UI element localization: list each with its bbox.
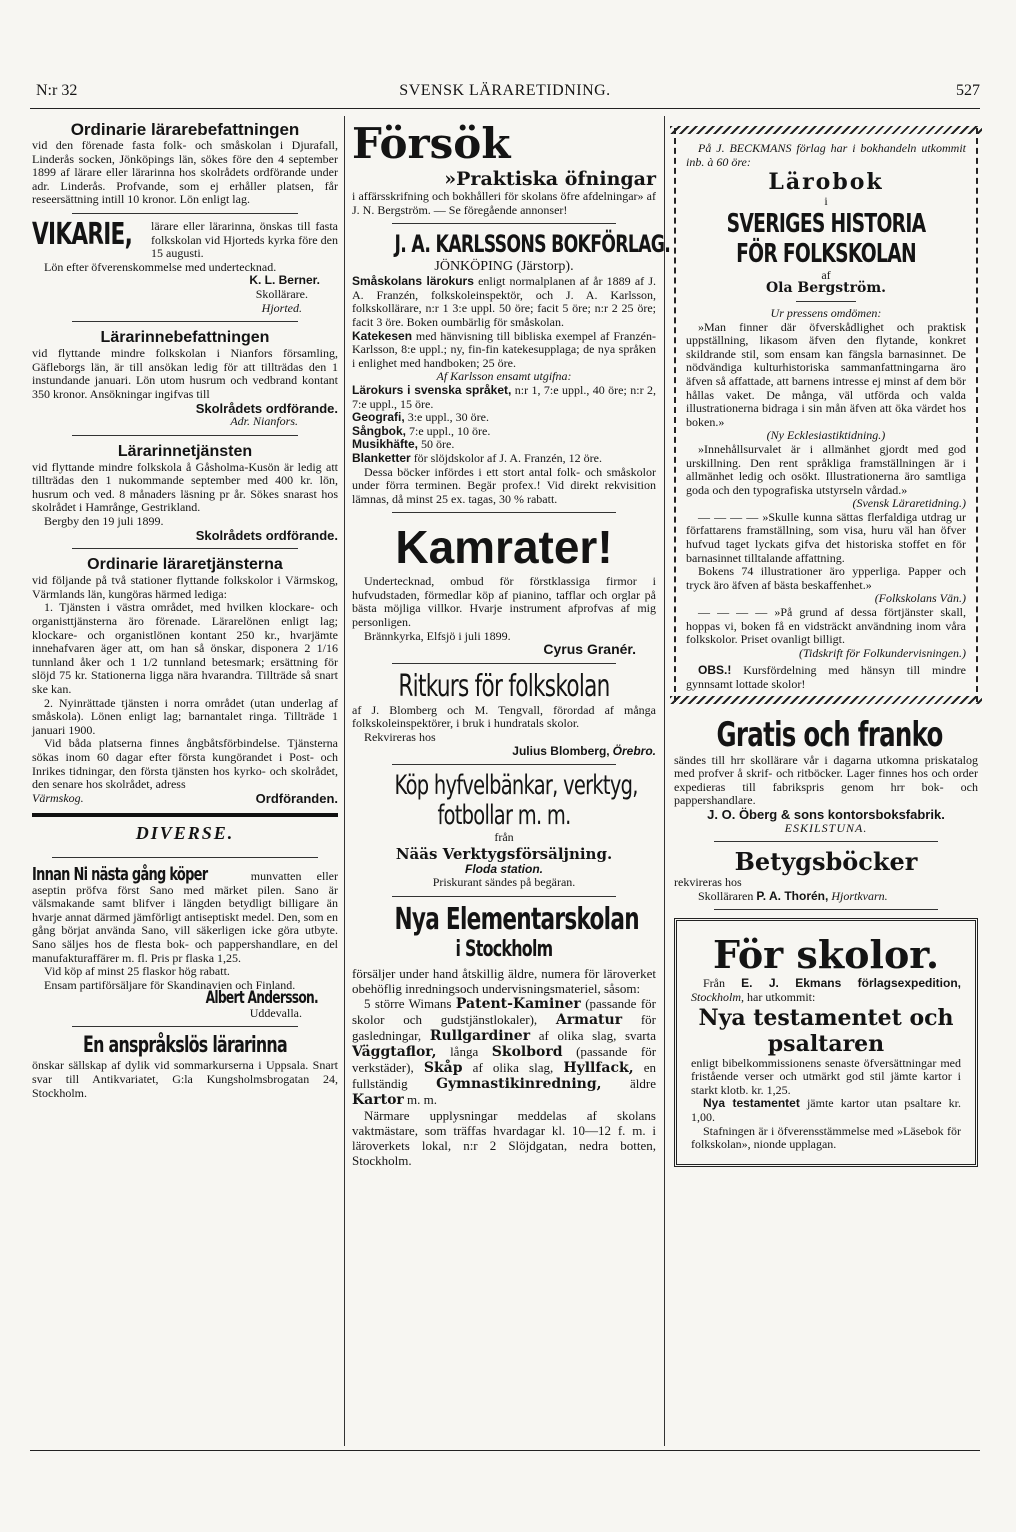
- request-line: Rekvireras hos: [364, 730, 436, 745]
- publisher: E. J. Ekmans förlagsexpedition,: [741, 976, 961, 991]
- item-text: för slöjdskolor af J. A. Franzén, 12 öre.: [413, 450, 602, 465]
- place: Floda station.: [465, 861, 543, 876]
- ad-text: vid flyttande mindre folkskolan i Nianfors församling, Gäfleborgs län, är till ansökan ledig för att tillträdas den 1 instundande januari. Lön utom husrum och vedbrand kontant 350 kronor. Ansökningar ingifvas till: [32, 346, 338, 401]
- separator: [392, 764, 616, 765]
- item-label: Skåp: [423, 1060, 463, 1076]
- place: Örebro.: [612, 743, 656, 758]
- signature: J. O. Öberg & sons kontorsboksfabrik.: [707, 806, 945, 822]
- place: Stockholm,: [691, 989, 744, 1004]
- place-2: har utkommit:: [747, 989, 816, 1004]
- separator: [714, 841, 938, 842]
- item-text: (passande för skolor och gudstjänstlokaler),: [352, 996, 657, 1027]
- header-rule: [30, 108, 980, 109]
- signature: K. L. Berner.: [249, 273, 320, 288]
- ad-text: vid flyttande mindre folkskola å Gåsholma-Kusön är ledig att tillträdas den 1 nukommande september med 400 kr. lön, husrum och ved. 8 månaders läsning pr år. Sökes snarast hos skolrådet i Hamrånge, Gestrikland.: [32, 459, 338, 515]
- separator: [72, 435, 298, 436]
- ad-big-title: Köp hyfvelbänkar, verktyg,: [394, 770, 638, 802]
- ad-big-title: Lärobok: [768, 169, 884, 196]
- ad-big-title: VIKARIE,: [32, 216, 133, 252]
- signature: Ordföranden.: [255, 790, 338, 806]
- paragraph-3: Vid båda platserna finnes ångbåtsförbindelse. Tjänsterna sökas inom 60 dagar efter första kungörandet i Post- och Inrikes tidningar, den första tjänsten hos kyrko- och skolrådet, den senare hos skolrådet, adress: [32, 736, 338, 792]
- item-text: 50 öre.: [421, 437, 455, 452]
- item-text: långa: [450, 1044, 479, 1059]
- ad-title: Lärarinnetjänsten: [117, 442, 253, 460]
- column-2: [352, 119, 671, 1174]
- item-label: Gymnastikinredning,: [436, 1076, 602, 1092]
- place: Värmskog.: [32, 790, 84, 805]
- separator: [392, 512, 616, 513]
- author: Ola Bergström.: [765, 280, 887, 297]
- item-label: Nya testamentet: [703, 1096, 800, 1111]
- address: Adr. Nianfors.: [230, 414, 298, 429]
- signature: P. A. Thorén,: [756, 888, 829, 903]
- section-rule: [32, 813, 338, 817]
- item-text: med hänvisning till bibliska exempel af Franzén-Karlsson, 8:e uppl.; ny, fin-fin katekesupplaga; de nya språken i enlighet med handboken; 25 öre.: [352, 328, 656, 370]
- date-line: Brännkyrka, Elfsjö i juli 1899.: [364, 628, 511, 643]
- ad-text-2: Närmare upplysningar meddelas af skolans vaktmästare, som träffas hvardagar kl. 10—12 f. m. i läroverkets lokal, n:r 2 Slöjdgatan, nedra botten, Stockholm.: [352, 1108, 656, 1168]
- ad-intro: På J. BECKMANS förlag har i bokhandeln utkommit inb. à 60 öre:: [686, 141, 966, 169]
- source-4: (Tidskrift för Folkundervisningen.): [799, 645, 966, 660]
- item-text: n:r 1, 7:e uppl., 40 öre; n:r 2, 7:e uppl., 15 öre.: [352, 382, 656, 411]
- source-1: (Ny Ecklesiastiktidning.): [766, 428, 886, 443]
- signature: Skolrådets ordförande.: [195, 527, 338, 543]
- ad-text-2: Skolläraren: [698, 888, 754, 903]
- from-line: Från: [703, 976, 725, 991]
- paragraph-3: Ensam partiförsäljare för Skandinavien och Finland.: [44, 977, 296, 992]
- ad-big-title: Kamrater!: [395, 521, 613, 574]
- ad-title: J. A. KARLSSONS BOKFÖRLAG.: [394, 230, 671, 259]
- item-label: Geografi,: [352, 410, 405, 425]
- separator: [72, 213, 298, 214]
- section-heading-diverse: DIVERSE.: [135, 823, 235, 844]
- ad-title: Ordinarie läraretjänsterna: [87, 556, 283, 574]
- company-name: Nääs Verktygsförsäljning.: [395, 844, 613, 863]
- signature-title: Skollärare.: [255, 286, 308, 301]
- item-text: 3:e uppl., 30 öre.: [407, 410, 490, 425]
- ad-subheading: Ur pressens omdömen:: [770, 305, 882, 320]
- separator: [72, 321, 298, 322]
- ad-text: munvatten eller aseptin pröfva först Sano med märket pilen. Sano är välsmakande samt blifver i längden betydligt billigare än hvarje annat därmed jämförligt antiseptiskt medel. Den, som en gång börjat använda Sano, vill säkerligen icke göra utbyte. Sano säljes hos de flesta bok- och pappershandlare, en del manufakturaffärer m. fl. Pris pr flaska 1,25.: [32, 868, 338, 965]
- newspaper-title: SVENSK LÄRARETIDNING.: [399, 82, 611, 99]
- signature: Skolrådets ordförande.: [195, 400, 338, 416]
- ad-big-title: Gratis och franko: [716, 714, 943, 755]
- book-title-1: SVERIGES HISTORIA: [726, 208, 926, 239]
- ad-big-title: Försök: [352, 119, 511, 168]
- signature: Julius Blomberg,: [512, 743, 610, 758]
- quote-3: — — — — »Skulle kunna sättas flerfaldiga utdrag ur författarens framställning, som visa, huru väl han öfver hufvud taget lyckats gifva det historiska stoffet en för barnasinnet tilltalande affattning.: [686, 509, 966, 565]
- ad-text: Undertecknad, ombud för förstklassiga firmor i hufvudstaden, förmedlar köp af pianino, tafflar och orglar på bästa möjliga villkor. Hvarje instrument afprofvas af mig personligen.: [352, 574, 656, 630]
- ad-big-title: Ritkurs för folkskolan: [398, 668, 610, 704]
- book-title-2: psaltaren: [767, 1030, 885, 1057]
- item-label: Rullgardiner: [429, 1028, 531, 1044]
- date-line: Bergby den 19 juli 1899.: [44, 514, 164, 529]
- ad-big-title: Nya Elementarskolan: [394, 902, 639, 937]
- item-text: en fullständig: [352, 1060, 656, 1091]
- paragraph-2: 2. Nyinrättade tjänsten i norra området (utan underlag af småskola). Lönen enligt lag; barnantalet ringa. Tillträde 1 januari 1900.: [32, 695, 338, 737]
- item-label: Skolbord: [491, 1044, 563, 1060]
- separator: [72, 1026, 298, 1027]
- ad-text: Dessa böcker infördes i ett stort antal folk- och småskolor under förra terminen. Begär profex.! Vid direkt rekvisition lämnas, då minst 25 ex. tagas, 30 % rabatt.: [352, 464, 656, 506]
- item-label: Musikhäfte,: [352, 437, 419, 452]
- ad-subtitle: »Praktiska öfningar: [444, 168, 656, 190]
- quote-1: »Man finner där öfverskådlighet och praktisk uppställning, likasom äfven den flytande, konkret skildrande stil, som ensam kan fängsla barnasinnet. De nödvändiga kulturhistoriska sammanfattningarna äro äfven så affattade, att barnens intresse ej minst af dem bör hållas vaket. De många, väl utförda och valda illustrationerna bidraga i sin mån äfven att öka värdet hos boken.»: [686, 319, 966, 429]
- ad-vikarie: [32, 216, 338, 315]
- item-label: Lärokurs i svenska språket,: [352, 382, 512, 397]
- item-text: (passande för verkstäder),: [352, 1044, 657, 1075]
- separator: [392, 896, 616, 897]
- quote-3b: Bokens 74 illustrationer äro ypperliga. Papper och tryck äro äfven af bästa beskaffenhet.»: [686, 564, 966, 592]
- ad-text: Priskurant sändes på begäran.: [432, 875, 576, 890]
- quote-2: »Innehållsurvalet är i allmänhet gjordt med god urskillning. Den rent språkliga framställningen är i allmänhet ledig och osökt. Illustrationerna äro samtliga goda och den typografiska utstyrseln vårdad.»: [686, 441, 966, 497]
- item-text: af olika slag, svarta: [538, 1028, 657, 1043]
- separator: [392, 663, 616, 664]
- ad-text: försäljer under hand åtskillig äldre, numera för läroverket obehöflig inredningsoch undervisningsmateriel, såsom:: [352, 966, 656, 996]
- item-label: Hyllfack,: [563, 1060, 634, 1076]
- ad-text: vid följande på två stationer flyttande folkskolor i Värmskog, Värmlands län, kungöras härmed lediga:: [32, 573, 338, 601]
- ad-title: En anspråkslös lärarinna: [83, 1033, 287, 1059]
- book-title-1: Nya testamentet och: [698, 1004, 954, 1031]
- ad-kamrater: [352, 519, 656, 657]
- ad-lead: Innan Ni nästa gång köper: [32, 863, 208, 885]
- ad-ordinarie-lararetjansterna: [32, 555, 338, 805]
- item-text: 5 större Wimans: [364, 996, 452, 1011]
- page-header: [30, 82, 980, 106]
- ad-beckmans: [674, 128, 978, 702]
- ad-sano: [32, 863, 338, 1021]
- column-rule-2: [664, 116, 665, 1446]
- ad-text-2: Lön efter öfverenskommelse med undertecknad.: [44, 259, 277, 274]
- item-label: Sångbok,: [352, 423, 407, 438]
- ad-place: JÖNKÖPING (Järstorp).: [434, 259, 574, 275]
- item-label: Väggtaflor,: [352, 1044, 437, 1060]
- obs-label: OBS.!: [698, 663, 732, 678]
- ad-text: sändes till hrr skollärare vår i dagarna utkomna priskatalog med profver å skrif- och ritböcker. Lager finnes hos och order expedieras till fabrikspris genom hrr bok- och pappershandlare.: [674, 752, 978, 808]
- ad-big-title-2: fotbollar m. m.: [437, 800, 571, 832]
- ad-forsok: [352, 120, 656, 217]
- ad-big-title: Betygsböcker: [734, 847, 918, 877]
- separator: [52, 857, 318, 858]
- i-line: i: [824, 194, 828, 209]
- item-text: äldre: [630, 1076, 656, 1091]
- column-3: [674, 120, 978, 1167]
- ad-text: vid den förenade fasta folk- och småskolan i Djurafall, Linderås socken, Jönköpings län, sökes före den 4 september 1899 af lärare eller lärarinna hos skolrådets ordförande under adr. Linderås. Profvande, som ej erhåller platsen, får reseersättning intill 10 kronor. Lön enligt lag.: [32, 138, 338, 207]
- ad-title: Lärarinnebefattningen: [100, 329, 270, 347]
- ad-betygsbocker: [674, 848, 978, 903]
- item-label: Kartor: [352, 1092, 404, 1108]
- signature: Albert Andersson.: [205, 988, 318, 1009]
- item-text: m. m.: [407, 1092, 438, 1107]
- from-line: från: [494, 830, 514, 845]
- ad-big-title-2: i Stockholm: [455, 937, 553, 962]
- place: ESKILSTUNA.: [784, 820, 868, 835]
- wavy-border-top: [670, 126, 982, 134]
- ad-text: önskar sällskap af dylik vid sommarkurserna i Uppsala. Snart svar till Antikvariatet, G:la Kungsholmsbrogatan 24, Stockholm.: [32, 1058, 338, 1100]
- ad-text-2: Stafningen är i öfverensstämmelse med »Läsebok för folkskolan», nionde upplagan.: [691, 1123, 961, 1152]
- book-title-2: FÖR FOLKSKOLAN: [736, 238, 916, 269]
- ad-nya-elementarskolan: [352, 903, 656, 1168]
- column-1: [32, 120, 338, 1106]
- footer-rule: [30, 1450, 980, 1451]
- separator: [796, 301, 856, 302]
- ad-big-title: För skolor.: [712, 932, 940, 978]
- ad-for-skolor: [674, 918, 978, 1166]
- item-text: af olika slag,: [472, 1060, 554, 1075]
- source-2: (Svensk Läraretidning.): [852, 496, 966, 511]
- paragraph-1: 1. Tjänsten i västra området, med hvilken klockare- och organisttjänsterna äro förenade. Lärarelönen enligt lag; klockare- och organistlönen kontant 250 kr., hvarjämte innehafvaren äger att, om han så önskar, disponera 2 1/16 tunnland åker och 1 1/2 tunnland betesmark; ersättning för slöjd 75 kr. Stationerna ligga nära hvarandra. Tillträde så snart ske kan.: [32, 600, 338, 696]
- page-number: 527: [956, 82, 980, 99]
- ad-text: af J. Blomberg och M. Tengvall, förordad af många folkskoleinspektörer, i bruk i hundratals skolor.: [352, 702, 656, 731]
- ad-ansprakslos-lararinna: [32, 1033, 338, 1100]
- ad-lararinnebefattningen: [32, 328, 338, 429]
- ad-title: Ordinarie lärarebefattningen: [70, 120, 300, 139]
- source-3: (Folkskolans Vän.): [874, 591, 966, 606]
- ad-ordinarie-lararebefattningen: [32, 120, 338, 207]
- item-text: enligt normalplanen af år 1889 af J. A. Franzén, folkskoleinspektör, och J. A. Karlsson, folkskollärare, n:r 1 3:e uppl. 50 öre; facit 5 öre; n:r 2 25 öre; facit 3 öre. Boken oumbärlig för småskolan.: [352, 274, 656, 329]
- place: Hjorted.: [261, 300, 302, 315]
- quote-4: — — — — »På grund af dessa förtjänster skall, hoppas vi, boken få en vidsträckt användning inom våra folkskolor. Priset ovanligt billigt.: [686, 605, 966, 647]
- ad-ritkurs: [352, 670, 656, 758]
- ad-gratis-och-franko: [674, 716, 978, 836]
- ad-text: i affärsskrifning och bokhålleri för skolans öfre afdelningar» af J. N. Bergström. — Se föregående annonser!: [352, 189, 656, 217]
- item-label: Småskolans lärokurs: [352, 274, 474, 289]
- item-label: Blanketter: [352, 450, 411, 465]
- ad-subheading: Af Karlsson ensamt utgifna:: [436, 369, 572, 384]
- item-label: Patent-Kaminer: [455, 996, 581, 1012]
- wavy-border-bottom: [670, 696, 982, 704]
- ad-lararinnetjansten: [32, 442, 338, 543]
- ad-text: lärare eller lärarinna, önskas till fasta folkskolan vid Hjorteds kyrka före den 15 augusti.: [151, 218, 338, 261]
- af-line: af: [821, 267, 831, 282]
- paragraph-2: Vid köp af minst 25 flaskor hög rabatt.: [44, 964, 230, 979]
- item-label: Katekesen: [352, 328, 413, 343]
- separator: [72, 548, 298, 549]
- item-text: jämte kartor utan psaltare kr. 1,00.: [691, 1096, 962, 1124]
- item-text: för gasledningar,: [352, 1012, 656, 1043]
- issue-number: N:r 32: [36, 82, 78, 99]
- item-label: Armatur: [555, 1012, 623, 1028]
- ad-text: rekvireras hos: [674, 875, 742, 890]
- ad-naas: [352, 771, 656, 890]
- place: Uddevalla.: [249, 1005, 302, 1020]
- item-text: 7:e uppl., 10 öre.: [409, 423, 491, 438]
- column-rule-1: [344, 116, 345, 1446]
- ad-text: enligt bibelkommissionens senaste öfversättningar med fristående verser och utmärkt god stil jämte kartor i starkt klotb. kr. 1,25.: [691, 1055, 961, 1097]
- separator: [392, 223, 616, 224]
- ad-karlssons-bokforlag: [352, 230, 671, 506]
- signature: Cyrus Granér.: [543, 641, 636, 658]
- separator: [714, 909, 938, 910]
- place: Hjortkvarn.: [831, 888, 888, 903]
- obs-text: Kursfördelning med hänsyn till mindre gynnsamt lottade skolor!: [686, 663, 966, 691]
